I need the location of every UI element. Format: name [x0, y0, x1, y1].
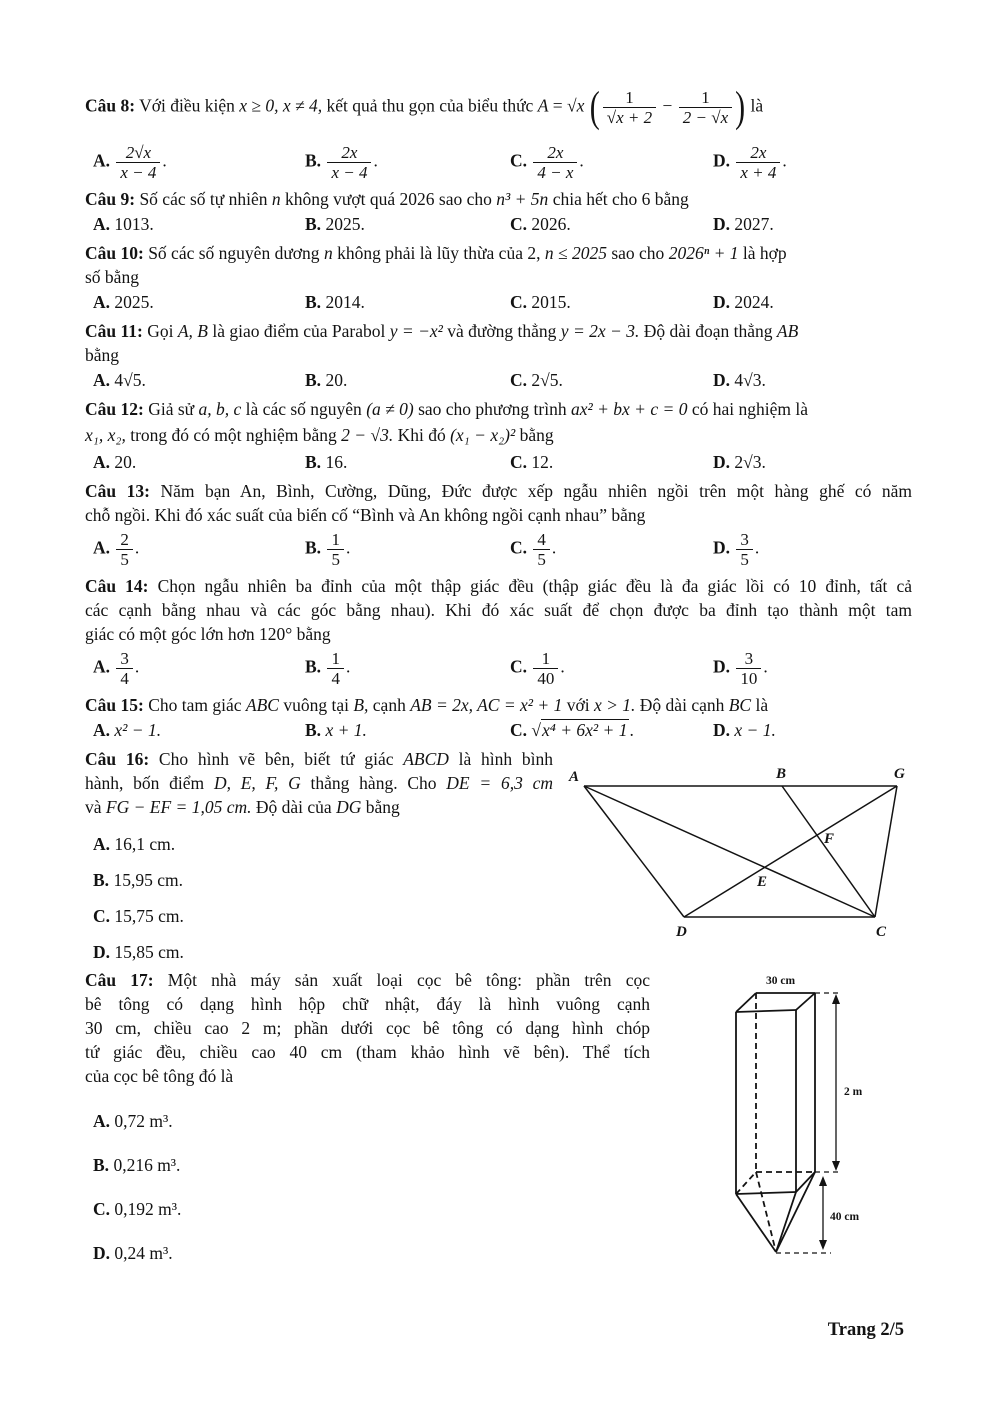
question-text-line [85, 319, 912, 343]
option-label: C. [510, 150, 528, 171]
fraction: $\frac{1}{40}$ [533, 649, 558, 688]
option-c: C. $\frac{4}{5}$ . [510, 530, 557, 570]
text-run: Cho tam giác [148, 695, 242, 716]
math-run: a, b, c [198, 399, 242, 420]
period: . [162, 150, 167, 171]
option-a: A. 16,1 cm. [93, 834, 176, 855]
option-b: B. 16. [305, 452, 348, 473]
option-a: A. 20. [93, 452, 137, 473]
question-text-line [85, 265, 912, 289]
question-11 [85, 319, 912, 392]
option-c: C. 0,192 m³. [93, 1199, 182, 1220]
vertex-label-e: E [757, 874, 768, 891]
math-run: n ≤ 2025 [544, 243, 607, 264]
text-run: Cho hình vẽ bên, biết tứ giác [158, 749, 394, 770]
options-row [85, 718, 912, 742]
question-number: Câu 12: [85, 399, 144, 420]
period: . [782, 150, 787, 171]
question-number: Câu 9: [85, 189, 136, 210]
options-row [85, 290, 912, 314]
option-c: C. √x⁴ + 6x² + 1 . [510, 720, 634, 741]
math-run: DG [336, 797, 362, 818]
question-text-line [85, 1016, 650, 1040]
text-run: và [85, 797, 102, 818]
question-text-line [85, 187, 912, 211]
fraction: $\frac{3}{5}$ [736, 530, 753, 569]
math-run: D, E, F, G [213, 773, 301, 794]
math-run: DE = 6,3 cm [446, 773, 553, 794]
vertex-label-b: B [776, 766, 787, 783]
option-a: A. 0,72 m³. [93, 1111, 173, 1132]
fraction: $\frac{1}{2 - √x}$ [679, 88, 732, 127]
text-run: Số các số tự nhiên [139, 189, 268, 210]
text-run: 30 cm, chiều cao 2 m; phần dưới cọc bê tông có dạng hình chóp [85, 1018, 650, 1039]
fraction: $\frac{2}{5}$ [116, 530, 133, 569]
option-d: D. 2024. [713, 292, 774, 313]
math-run: n [271, 189, 281, 210]
math-run: 120° [259, 624, 293, 645]
options-column [85, 833, 553, 963]
fraction: $\frac{2x}{x - 4}$ [327, 143, 371, 182]
options-row [85, 450, 912, 474]
text-run: hành, bốn điểm [85, 773, 205, 794]
vertex-label-f: F [824, 831, 835, 848]
math-run: x > 1. [593, 695, 636, 716]
option-a: A. 4√5. [93, 370, 146, 391]
fraction: $\frac{2x}{4 - x}$ [533, 143, 577, 182]
fraction: $\frac{2x}{x + 4}$ [736, 143, 780, 182]
question-17 [85, 968, 912, 1272]
parallelogram-figure [567, 759, 912, 944]
question-number: Câu 16: [85, 749, 150, 770]
math-run: n³ + 5n [496, 189, 549, 210]
question-14 [85, 574, 912, 688]
vertex-label-g: G [894, 766, 905, 783]
math-run: A [537, 95, 549, 116]
question-15 [85, 693, 912, 742]
option-a: A. x² − 1. [93, 720, 162, 741]
text-run: là [750, 95, 764, 116]
option-d: D. $\frac{3}{5}$ . [713, 530, 760, 570]
question-text-line [85, 479, 912, 503]
option-b: B. 2014. [305, 292, 365, 313]
text-run: bằng [296, 624, 331, 645]
text-run: tứ giác đều, chiều cao 40 cm (tham khảo hình vẽ bên). Thể tích [85, 1042, 650, 1063]
options-row [85, 649, 912, 688]
text-run: giác có một góc lớn hơn [85, 624, 255, 645]
option-c: C. 15,75 cm. [93, 906, 184, 927]
option-b: B. 2025. [305, 214, 365, 235]
period: . [763, 656, 768, 677]
question-text-line [85, 1040, 650, 1064]
concrete-pile-figure [713, 972, 898, 1272]
text-run: không phải là lũy thừa của 2, [337, 243, 541, 264]
option-a [93, 143, 305, 182]
fraction: $\frac{1}{5}$ [327, 530, 344, 569]
text-run: có hai nghiệm là [691, 399, 808, 420]
option-b: B. $\frac{1}{5}$ . [305, 530, 351, 570]
vertex-label-d: D [676, 924, 687, 941]
text-run: Khi đó [397, 425, 446, 446]
equals-sign: = [552, 95, 563, 116]
question-number: Câu 8: [85, 95, 136, 116]
period: . [579, 150, 584, 171]
question-text-line [85, 598, 912, 622]
option-c: C. 2√5. [510, 370, 563, 391]
math-run: ABCD [403, 749, 449, 770]
fraction: $\frac{2√x}{x - 4}$ [116, 143, 160, 182]
radical-expression: √x⁴ + 6x² + 1 [531, 720, 628, 741]
option-a: A. 1013. [93, 214, 154, 235]
question-text-line [85, 421, 912, 449]
math-run: FG − EF = 1,05 cm. [105, 797, 252, 818]
option-d: D. x − 1. [713, 720, 776, 741]
text-run: số bằng [85, 267, 139, 288]
math-run: y = −x² [389, 321, 443, 342]
question-text-line [85, 795, 553, 819]
text-run: chia hết cho 6 bằng [552, 189, 689, 210]
question-text-line [85, 503, 912, 527]
question-text-line [85, 241, 912, 265]
text-run: cạnh [372, 695, 406, 716]
dimension-label-30cm: 30 cm [766, 975, 796, 988]
question-text-line [85, 693, 912, 717]
fraction: $\frac{3}{4}$ [116, 649, 133, 688]
option-a: A. $\frac{2}{5}$ . [93, 530, 140, 570]
math-run: √x [567, 95, 585, 116]
text-run: Độ dài đoạn thẳng [643, 321, 773, 342]
option-b: B. $\frac{1}{4}$ . [305, 649, 351, 689]
question-number: Câu 14: [85, 576, 149, 597]
text-run: Độ dài của [255, 797, 332, 818]
question-text-line [85, 968, 650, 992]
question-text-line [85, 992, 650, 1016]
period: . [373, 150, 378, 171]
text-run: với [566, 695, 590, 716]
math-run: ABC [245, 695, 279, 716]
text-run: Với điều kiện [139, 95, 235, 116]
text-run: là [755, 695, 769, 716]
text-run: là giao điểm của Parabol [212, 321, 386, 342]
options-row [85, 143, 912, 182]
option-label: D. [713, 150, 731, 171]
option-d: D. 4√3. [713, 370, 766, 391]
option-a: A. 2025. [93, 292, 154, 313]
math-run: x ≥ 0, x ≠ 4, [239, 95, 323, 116]
text-run: và đường thẳng [447, 321, 557, 342]
text-run: Gọi [147, 321, 174, 342]
question-number: Câu 17: [85, 970, 154, 991]
math-run: 2026ⁿ + 1 [668, 243, 739, 264]
option-c: C. 12. [510, 452, 554, 473]
text-run: của cọc bê tông đó là [85, 1066, 234, 1087]
period: . [560, 656, 565, 677]
minus-sign: − [662, 95, 673, 116]
option-c: C. 2026. [510, 214, 571, 235]
period: . [134, 537, 140, 558]
math-run: BC [728, 695, 752, 716]
option-d: D. $\frac{3}{10}$ . [713, 649, 768, 689]
math-run: x₁, x₂, [85, 425, 126, 446]
option-d: D. 0,24 m³. [93, 1243, 173, 1264]
option-c [510, 143, 713, 182]
math-run: AB = 2x, AC = x² + 1 [410, 695, 563, 716]
text-run: Một nhà máy sản xuất loại cọc bê tông: phần trên cọc [167, 970, 650, 991]
option-d [713, 143, 912, 182]
question-text-line [85, 343, 912, 367]
option-b: B. x + 1. [305, 720, 367, 741]
math-run: (a ≠ 0) [366, 399, 414, 420]
question-13 [85, 479, 912, 569]
text-run: không vượt quá 2026 sao cho [285, 189, 492, 210]
question-text-line [85, 747, 553, 771]
period: . [345, 537, 351, 558]
option-c: C. 2015. [510, 292, 571, 313]
question-16 [85, 747, 912, 963]
fraction: $\frac{4}{5}$ [533, 530, 550, 569]
math-run: A, B [177, 321, 208, 342]
question-number: Câu 10: [85, 243, 144, 264]
option-b: B. 0,216 m³. [93, 1155, 181, 1176]
vertex-label-c: C [876, 924, 887, 941]
option-b: B. 15,95 cm. [93, 870, 183, 891]
math-run: B, [353, 695, 369, 716]
question-number: Câu 11: [85, 321, 143, 342]
dimension-label-2m: 2 m [844, 1086, 863, 1099]
text-run: bằng [85, 345, 120, 366]
fraction: $\frac{1}{√x + 2}$ [603, 88, 656, 127]
question-number: Câu 15: [85, 695, 144, 716]
math-run: y = 2x − 3. [560, 321, 640, 342]
text-run: vuông tại [283, 695, 349, 716]
option-label: A. [93, 150, 111, 171]
text-run: kết quả thu gọn của biểu thức [326, 95, 534, 116]
text-run: là hình bình [458, 749, 553, 770]
period: . [629, 720, 634, 741]
question-9 [85, 187, 912, 236]
text-run: chỗ ngồi. Khi đó xác suất của biến cố “Bình và An không ngồi cạnh nhau” bằng [85, 505, 646, 526]
text-run: các cạnh bằng nhau và các góc bằng nhau). Khi đó xác suất để chọn được ba đỉnh tạo thành một tam [85, 600, 912, 621]
option-b: B. 20. [305, 370, 348, 391]
period: . [345, 656, 351, 677]
option-c: C. $\frac{1}{40}$ . [510, 649, 565, 689]
question-text-line [85, 1064, 650, 1088]
option-d: D. 2√3. [713, 452, 766, 473]
period: . [754, 537, 760, 558]
text-run: là hợp [742, 243, 787, 264]
period: . [134, 656, 140, 677]
question-8 [85, 82, 912, 183]
options-row [85, 368, 912, 392]
options-row [85, 212, 912, 236]
question-number: Câu 13: [85, 481, 150, 502]
text-run: Độ dài cạnh [639, 695, 725, 716]
text-run: bê tông có dạng hình hộp chữ nhật, đáy là hình vuông cạnh [85, 994, 650, 1015]
text-run: bằng [365, 797, 400, 818]
fraction: $\frac{3}{10}$ [736, 649, 761, 688]
vertex-label-a: A [569, 769, 580, 786]
question-text-line: Câu 8: Với điều kiện x ≥ 0, x ≠ 4, kết quả thu gọn của biểu thức A = √x ( $\frac{1}{√x + 2}$ − $\frac{1}{2 - √x}$ ) là [85, 82, 764, 131]
question-text-line [85, 771, 553, 795]
text-run: sao cho [611, 243, 665, 264]
text-run: thẳng hàng. Cho [310, 773, 437, 794]
option-label: B. [305, 150, 322, 171]
math-run: n [323, 243, 333, 264]
option-b [305, 143, 510, 182]
page-number: Trang 2/5 [827, 1320, 904, 1340]
text-run: Chọn ngẫu nhiên ba đỉnh của một thập giác đều (thập giác đều là đa giác lồi có 10 đỉnh, tất cả [157, 576, 913, 597]
math-run: AB [776, 321, 799, 342]
text-run: Giả sử [148, 399, 195, 420]
math-run: 2 − √3. [341, 425, 394, 446]
question-text-line [85, 397, 912, 421]
text-run: là các số nguyên [245, 399, 362, 420]
option-d: D. 15,85 cm. [93, 942, 184, 963]
text-run: Số các số nguyên dương [148, 243, 320, 264]
math-run: (x₁ − x₂)² [450, 425, 516, 446]
options-column [85, 1110, 650, 1264]
math-run: ax² + bx + c = 0 [570, 399, 688, 420]
text-run: trong đó có một nghiệm bằng [130, 425, 337, 446]
text-run: sao cho phương trình [418, 399, 567, 420]
text-run: bằng [519, 425, 554, 446]
question-12 [85, 397, 912, 474]
question-text-line [85, 622, 912, 646]
text-run: Năm bạn An, Bình, Cường, Dũng, Đức được xếp ngẫu nhiên ngồi trên một hàng ghế có năm [160, 481, 913, 502]
fraction: $\frac{1}{4}$ [327, 649, 344, 688]
option-d: D. 2027. [713, 214, 774, 235]
options-row [85, 530, 912, 569]
question-10 [85, 241, 912, 314]
period: . [551, 537, 557, 558]
question-text-line [85, 574, 912, 598]
dimension-label-40cm: 40 cm [830, 1211, 860, 1224]
option-a: A. $\frac{3}{4}$ . [93, 649, 140, 689]
